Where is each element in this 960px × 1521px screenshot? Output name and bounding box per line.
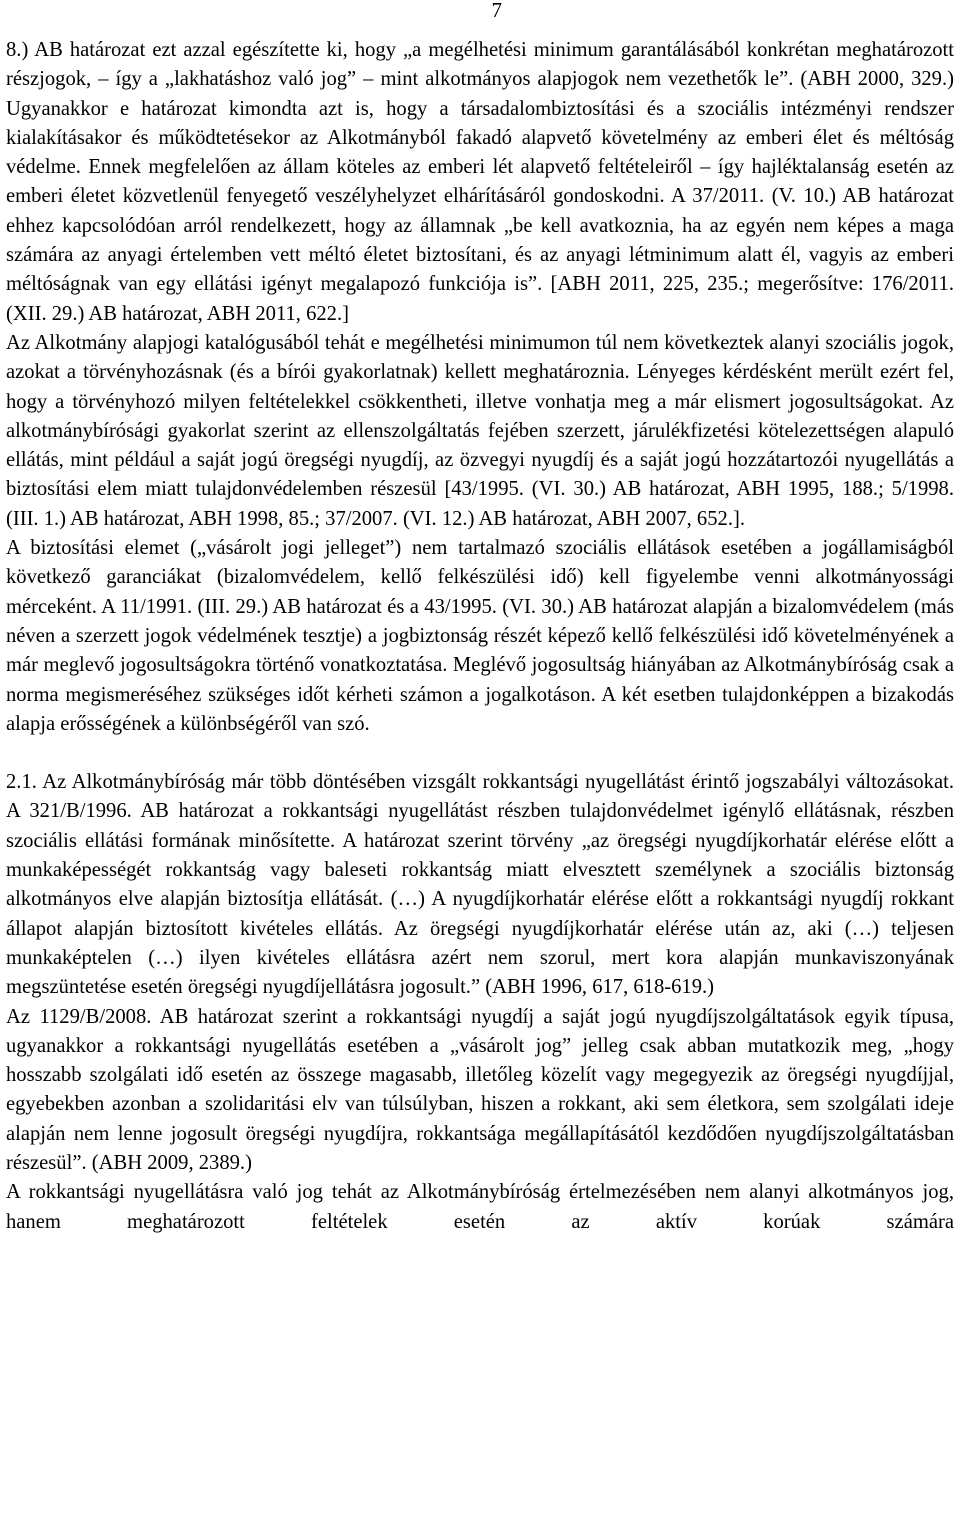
page-number: 7 (491, 0, 502, 22)
paragraph-1: 8.) AB határozat ezt azzal egészítette ki, hogy „a megélhetési minimum garantálásából konkrétan meghatározott részjogok, – így a „lakhatáshoz való jog” – mint alkotmányos alapjogok nem vezethetők le”. (ABH 2000, 329.) Ugyanakkor e határozat kimondta azt is, hogy a társadalombiztosítási és a szociális intézményi rendszer kialakításakor és működtetésekor az Alkotmányból fakadó alapvető követelmény az emberi élet és méltóság védelme. Ennek megfelelően az állam köteles az emberi lét alapvető feltételeiről – így hajléktalanság esetén az emberi életet közvetlenül fenyegető veszélyhelyzet elhárításáról gondoskodni. A 37/2011. (V. 10.) AB határozat ehhez kapcsolódóan arról rendelkezett, hogy az államnak „be kell avatkoznia, ha az egyén nem képes a maga számára az anyagi értelemben vett méltó életet biztosítani, és az anyagi létminimum alatt él, vagyis az emberi méltóságnak van egy ellátási igényt megalapozó funkciója is”. [ABH 2011, 225, 235.; megerősítve: 176/2011. (XII. 29.) AB határozat, ABH 2011, 622.] (6, 39, 954, 325)
paragraph-3: A biztosítási elemet („vásárolt jogi jelleget”) nem tartalmazó szociális ellátások esetében a jogállamiságból következő garanciákat (bizalomvédelem, kellő felkészülési idő) kell figyelembe venni alkotmányossági mérceként. A 11/1991. (III. 29.) AB határozat és a 43/1995. (VI. 30.) AB határozat alapján a bizalomvédelem (más néven a szerzett jogok védelmének tesztje) a jogbiztonság részét képező kellő felkészülési idő követelményének a már meglevő jogosultságokra történő vonatkoztatása. Meglévő jogosultság hiányában az Alkotmánybíróság csak a norma megismeréséhez szükséges időt kérheti számon a jogalkotáson. A két esetben tulajdonképpen a bizakodás alapja erősségének a különbségéről van szó. (6, 537, 954, 735)
paragraph-2: Az Alkotmány alapjogi katalógusából tehát e megélhetési minimumon túl nem következtek alanyi szociális jogok, azokat a törvényhozásnak (és a bírói gyakorlatnak) kellett meghatároznia. Lényeges kérdésként merült ezért fel, hogy a törvényhozó milyen feltételekkel csökkentheti, illetve vonhatja meg a már elismert jogosultságokat. Az alkotmánybírósági gyakorlat szerint az ellenszolgáltatás fejében szerzett, járulékfizetési kötelezettségen alapuló ellátás, mint például a saját jogú öregségi nyugdíj, az özvegyi nyugdíj és a saját jogú hozzátartozói nyugellátás a biztosítási elem miatt tulajdonvédelemben részesül [43/1995. (VI. 30.) AB határozat, ABH 1995, 188.; 5/1998. (III. 1.) AB határozat, ABH 1998, 85.; 37/2007. (VI. 12.) AB határozat, ABH 2007, 652.]. (6, 331, 954, 530)
document-body (6, 36, 954, 1237)
paragraph-5: Az 1129/B/2008. AB határozat szerint a rokkantsági nyugdíj a saját jogú nyugdíjszolgáltatások egyik típusa, ugyanakkor a rokkantsági nyugellátás esetében a „vásárolt jog” jelleg csak abban mutatkozik meg, „hogy hosszabb szolgálati idő esetén az összege magasabb, illetőleg közelít vagy megegyezik az öregségi nyugdíjjal, egyebekben azonban a szolidaritási elv van túlsúlyban, hiszen a rokkant, aki sem életkora, sem szolgálati ideje alapján nem lenne jogosult öregségi nyugdíjra, rokkantsága megállapításától kezdődően nyugdíjszolgáltatásban részesül”. (ABH 2009, 2389.) (6, 1005, 954, 1174)
paragraph-4: 2.1. Az Alkotmánybíróság már több döntésében vizsgált rokkantsági nyugellátást érintő jogszabályi változásokat. A 321/B/1996. AB határozat a rokkantsági nyugellátást részben tulajdonvédelmet igénylő ellátásnak, részben szociális ellátási formának minősítette. A határozat szerint törvény „az öregségi nyugdíjkorhatár elérése előtt a munkaképességét rokkantság vagy baleseti rokkantság miatt elvesztett személynek a szociális biztonság alkotmányos elve alapján biztosítja ellátását. (…) A nyugdíjkorhatár elérése előtt a rokkantsági nyugdíj rokkant állapot alapján biztosított kivételes ellátás. Az öregségi nyugdíjkorhatár elérése után az, aki (…) teljesen munkaképtelen (…) ilyen kivételes ellátásra azért nem szorul, mert kora alapján munkaviszonyának megszüntetése esetén öregségi nyugdíjellátásra jogosult.” (ABH 1996, 617, 618-619.) (6, 771, 954, 999)
paragraph-6: A rokkantsági nyugellátásra való jog tehát az Alkotmánybíróság értelmezésében nem alanyi alkotmányos jog, hanem meghatározott feltételek esetén az aktív korúak számára (6, 1181, 954, 1233)
